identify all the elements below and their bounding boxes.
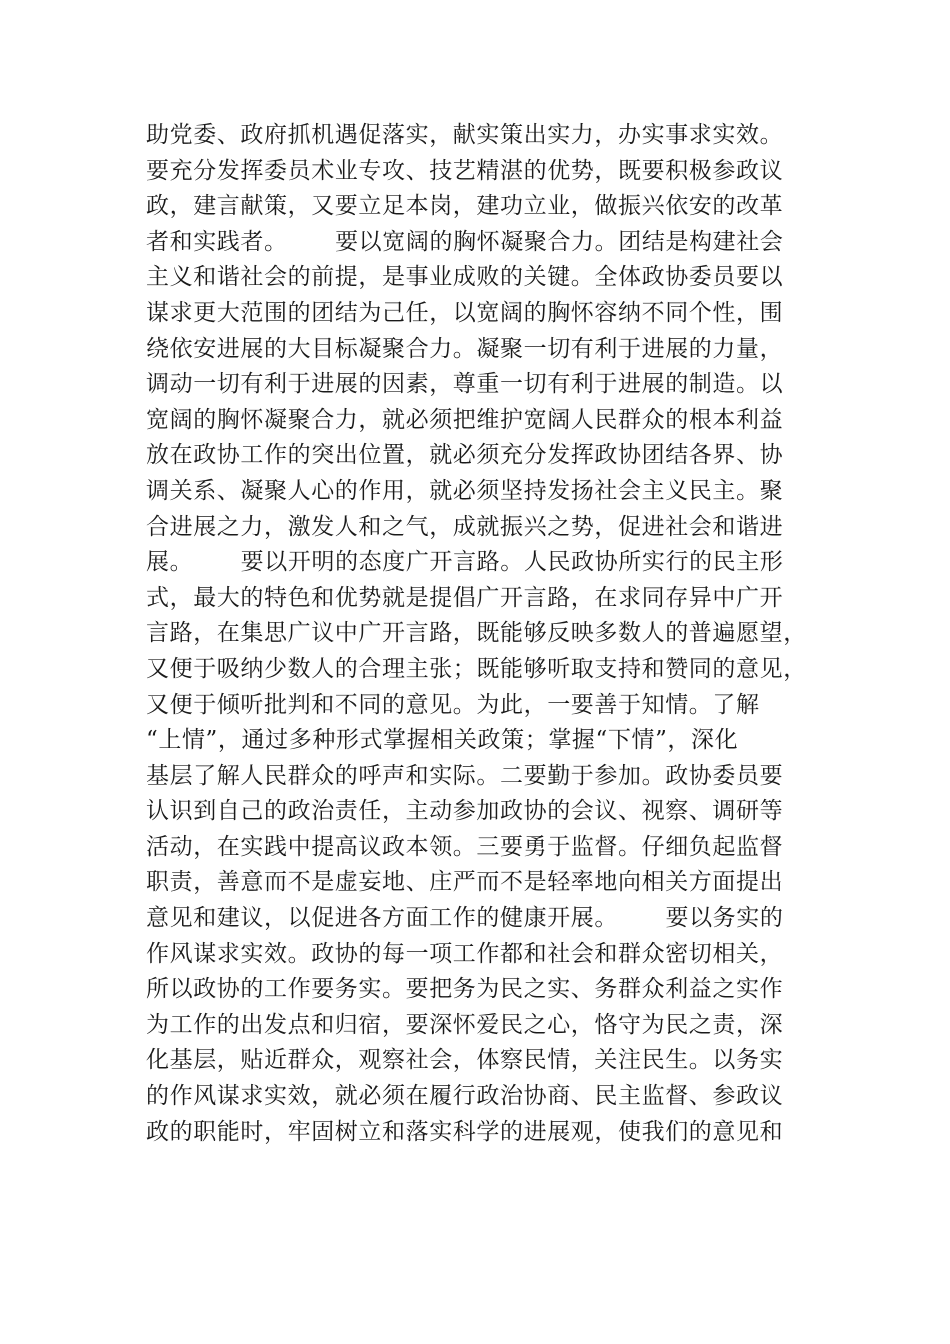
text-line: 基层了解人民群众的呼声和实际。二要勤于参加。政协委员要 [146, 762, 784, 789]
text-line: 合进展之力，激发人和之气，成就振兴之势，促进社会和谐进 [146, 513, 784, 540]
text-line: 绕依安进展的大目标凝聚合力。凝聚一切有利于进展的力量， [146, 335, 784, 362]
text-line: 意见和建议，以促进各方面工作的健康开展。 要以务实的 [146, 905, 784, 932]
text-line: 展。 要以开明的态度广开言路。人民政协所实行的民主形 [146, 549, 784, 576]
text-line: 活动，在实践中提高议政本领。三要勇于监督。仔细负起监督 [146, 833, 784, 860]
text-line: 者和实践者。 要以宽阔的胸怀凝聚合力。团结是构建社会 [146, 228, 784, 255]
text-line: 主义和谐社会的前提，是事业成败的关键。全体政协委员要以 [146, 264, 784, 291]
text-line: 调关系、凝聚人心的作用，就必须坚持发扬社会主义民主。聚 [146, 477, 784, 504]
text-line: 又便于倾听批判和不同的意见。为此，一要善于知情。了解 [146, 691, 760, 718]
text-line: 助党委、政府抓机遇促落实，献实策出实力，办实事求实效。 [146, 122, 784, 148]
text-line: 作风谋求实效。政协的每一项工作都和社会和群众密切相关， [146, 940, 784, 967]
text-line: 化基层，贴近群众，观察社会，体察民情，关注民生。以务实 [146, 1047, 784, 1074]
text-line: 政的职能时，牢固树立和落实科学的进展观，使我们的意见和 [146, 1118, 784, 1145]
body-text [146, 118, 806, 1150]
text-line: 的作风谋求实效，就必须在履行政治协商、民主监督、参政议 [146, 1083, 784, 1110]
text-line: 式，最大的特色和优势就是提倡广开言路，在求同存异中广开 [146, 584, 784, 611]
text-line: 谋求更大范围的团结为己任，以宽阔的胸怀容纳不同个性，围 [146, 299, 784, 326]
text-line: 调动一切有利于进展的因素，尊重一切有利于进展的制造。以 [146, 371, 784, 398]
text-line: 政，建言献策，又要立足本岗，建功立业，做振兴依安的改革 [146, 193, 784, 220]
text-line: 认识到自己的政治责任，主动参加政协的会议、视察、调研等 [146, 798, 784, 825]
text-line: 言路，在集思广议中广开言路，既能够反映多数人的普遍愿望， [146, 620, 807, 647]
text-line: 又便于吸纳少数人的合理主张；既能够听取支持和赞同的意见， [146, 655, 807, 682]
text-line: 宽阔的胸怀凝聚合力，就必须把维护宽阔人民群众的根本利益 [146, 406, 784, 433]
text-line: 所以政协的工作要务实。要把务为民之实、务群众利益之实作 [146, 976, 784, 1003]
text-line: 放在政协工作的突出位置，就必须充分发挥政协团结各界、协 [146, 442, 784, 469]
text-line: “上情”，通过多种形式掌握相关政策；掌握“下情”，深化 [146, 727, 739, 754]
text-line: 职责，善意而不是虚妄地、庄严而不是轻率地向相关方面提出 [146, 869, 784, 896]
text-line: 为工作的出发点和归宿，要深怀爱民之心，恪守为民之责，深 [146, 1011, 784, 1038]
text-line: 要充分发挥委员术业专攻、技艺精湛的优势，既要积极参政议 [146, 157, 784, 184]
